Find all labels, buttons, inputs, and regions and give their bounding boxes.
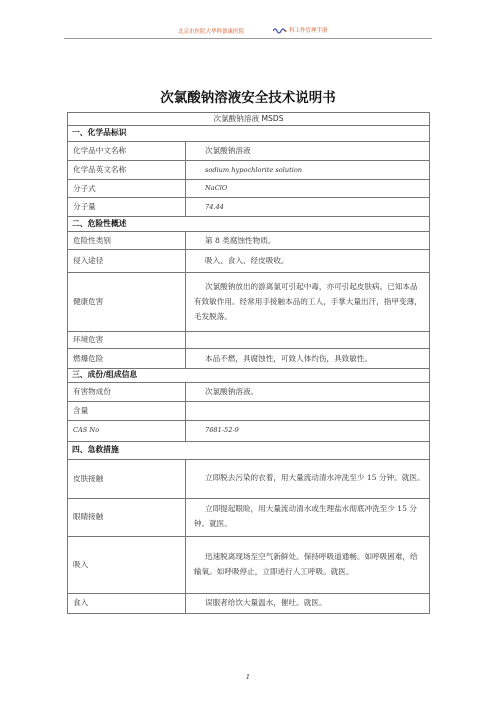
header-left-text: 北京市医院大华科德康医院 bbox=[178, 29, 245, 35]
section-heading: 四、急救措施 bbox=[68, 441, 430, 459]
row-label: 燃爆危险 bbox=[68, 349, 186, 369]
page-title: 次氯酸钠溶液安全技术说明书 bbox=[160, 90, 336, 106]
row-value: 立即提起眼睑，用大量流动清水或生理盐水彻底冲洗至少 15 分钟。就医。 bbox=[186, 498, 430, 536]
row-label: 分子量 bbox=[68, 198, 186, 217]
row-label: 侵入途径 bbox=[68, 250, 186, 273]
row-label: 皮肤接触 bbox=[68, 459, 186, 498]
row-value: 次氯酸钠放出的游离氯可引起中毒，亦可引起皮肤病。已知本品有致敏作用。经常用手接触本品的工人，手掌大量出汗，指甲变薄，毛发脱落。 bbox=[186, 273, 430, 332]
wave-logo-icon bbox=[273, 27, 287, 34]
row-label: 眼睛接触 bbox=[68, 498, 186, 536]
row-value: sodium hypochlorite solution bbox=[186, 161, 430, 180]
row-value: 74.44 bbox=[186, 198, 430, 217]
row-value: NaClO bbox=[186, 180, 430, 198]
row-value: 本品不燃，具腐蚀性，可致人体灼伤，具致敏性。 bbox=[186, 349, 430, 369]
row-label: 健康危害 bbox=[68, 273, 186, 332]
row-label: 食入 bbox=[68, 593, 186, 613]
row-label: 有害物成份 bbox=[68, 382, 186, 401]
section-heading: 一、化学品标识 bbox=[68, 126, 430, 142]
row-label: 化学品中文名称 bbox=[68, 142, 186, 161]
row-value bbox=[186, 332, 430, 349]
row-label: 吸入 bbox=[68, 536, 186, 593]
row-value: 迅速脱离现场至空气新鲜处。保持呼吸道通畅。如呼吸困难，给输氧。如呼吸停止，立即进行人工呼吸。就医。 bbox=[186, 536, 430, 593]
row-value: 误服者给饮大量温水，催吐。就医。 bbox=[186, 593, 430, 613]
row-label: 危险性类别 bbox=[68, 232, 186, 250]
row-value: 立即脱去污染的衣着，用大量流动清水冲洗至少 15 分钟。就医。 bbox=[186, 459, 430, 498]
header-right bbox=[273, 26, 328, 34]
row-value: 次氯酸钠溶液 bbox=[186, 142, 430, 161]
row-value: 第 8 类腐蚀性物质。 bbox=[186, 232, 430, 250]
msds-table bbox=[67, 112, 430, 614]
section-heading: 二、危险性概述 bbox=[68, 217, 430, 232]
row-value: 吸入、食入、经皮吸收。 bbox=[186, 250, 430, 273]
row-label: 含量 bbox=[68, 401, 186, 420]
row-label: CAS No bbox=[68, 420, 186, 441]
row-label: 分子式 bbox=[68, 180, 186, 198]
header-right-text: 科工作管理手册 bbox=[289, 28, 328, 34]
header-divider bbox=[64, 38, 432, 39]
row-label: 环境危害 bbox=[68, 332, 186, 349]
row-value bbox=[186, 401, 430, 420]
table-caption: 次氯酸钠溶液 MSDS bbox=[68, 113, 430, 126]
row-value: 7681-52-9 bbox=[186, 420, 430, 441]
page-number: 1 bbox=[245, 673, 251, 681]
row-label: 化学品英文名称 bbox=[68, 161, 186, 180]
row-value: 次氯酸钠溶液。 bbox=[186, 382, 430, 401]
section-heading: 三、成份/组成信息 bbox=[68, 369, 430, 382]
